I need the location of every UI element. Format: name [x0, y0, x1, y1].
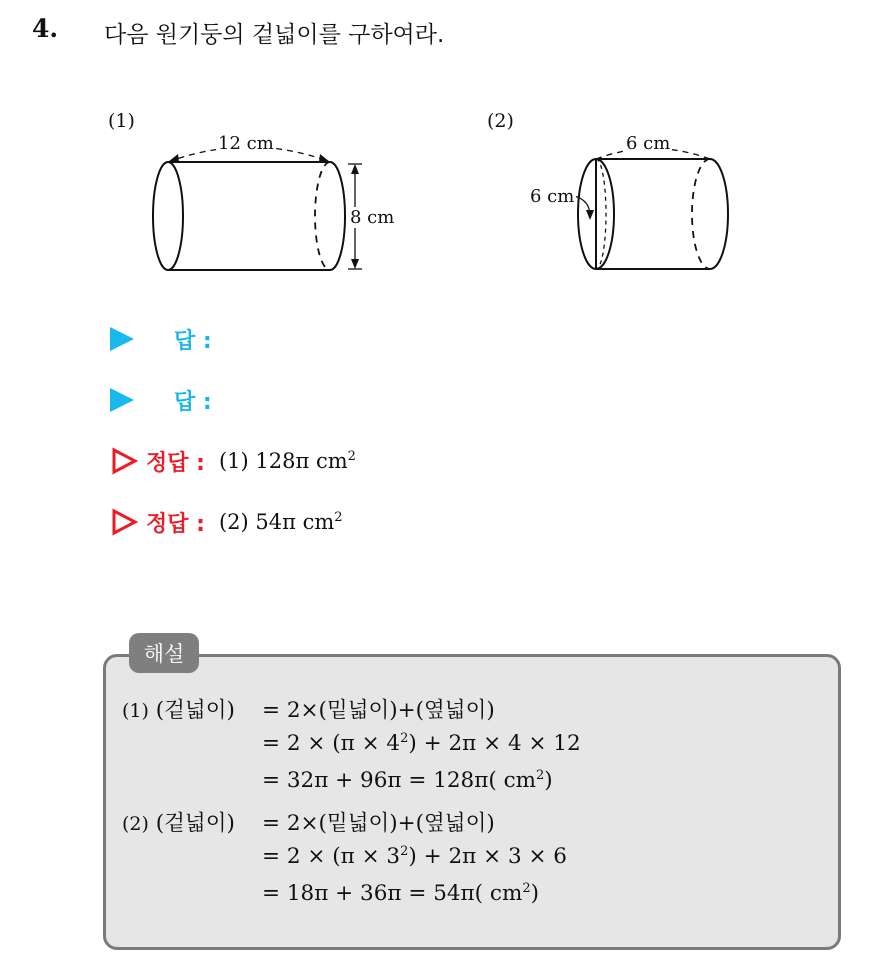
outline-triangle-icon [110, 447, 138, 475]
correct-answer-row-2 [110, 505, 343, 539]
explanation-1-eq-1: = 2×(밑넓이)+(옆넓이) [262, 698, 495, 723]
play-icon [110, 388, 134, 412]
answer-label: 답 : [174, 328, 212, 354]
explanation-1-eq-2: = $2 \times (\pi \times 4^2) + 2\pi \times 4 \times 12$ [262, 731, 581, 757]
correct-answer-label: 정답 : [146, 450, 205, 476]
figure-2-width-label: 6 cm [626, 133, 671, 154]
explanation-2-eq-3: = 18π + 36π = 54π( $cm^2$) [262, 881, 540, 907]
question-number: 4. [32, 14, 59, 43]
explanation-2-eq-2: = $2 \times (\pi \times 3^2) + 2\pi \times 3 \times 6$ [262, 844, 567, 870]
explanation-1-line-1: (1) (겉넓이) [122, 698, 235, 723]
outline-triangle-icon [110, 508, 138, 536]
correct-answer-value: (1) 128π $cm^2$ [218, 449, 356, 473]
figure-2-radius-label: 6 cm [530, 186, 575, 207]
explanation-tag: 해설 [129, 633, 199, 673]
correct-answer-row-1 [110, 444, 356, 478]
correct-answer-value: (2) 54π $cm^2$ [218, 510, 343, 534]
figure-1-height-label: 8 cm [350, 207, 395, 228]
cylinder-figure-2 [560, 140, 740, 280]
explanation-1-eq-3: = 32π + 96π = 128π( $cm^2$) [262, 768, 553, 794]
explanation-2-line-1: (2) (겉넓이) [122, 811, 235, 836]
explanation-2-eq-1: = 2×(밑넓이)+(옆넓이) [262, 811, 495, 836]
question-text: 다음 원기둥의 겉넓이를 구하여라. [104, 22, 445, 48]
correct-answer-label: 정답 : [146, 511, 205, 537]
answer-label: 답 : [174, 389, 212, 415]
figure-1-label: (1) [108, 110, 135, 132]
answer-row-2 [110, 383, 212, 417]
figure-2-label: (2) [487, 110, 514, 132]
figure-1-width-label: 12 cm [218, 133, 274, 154]
play-icon [110, 327, 134, 351]
answer-row-1 [110, 322, 212, 356]
